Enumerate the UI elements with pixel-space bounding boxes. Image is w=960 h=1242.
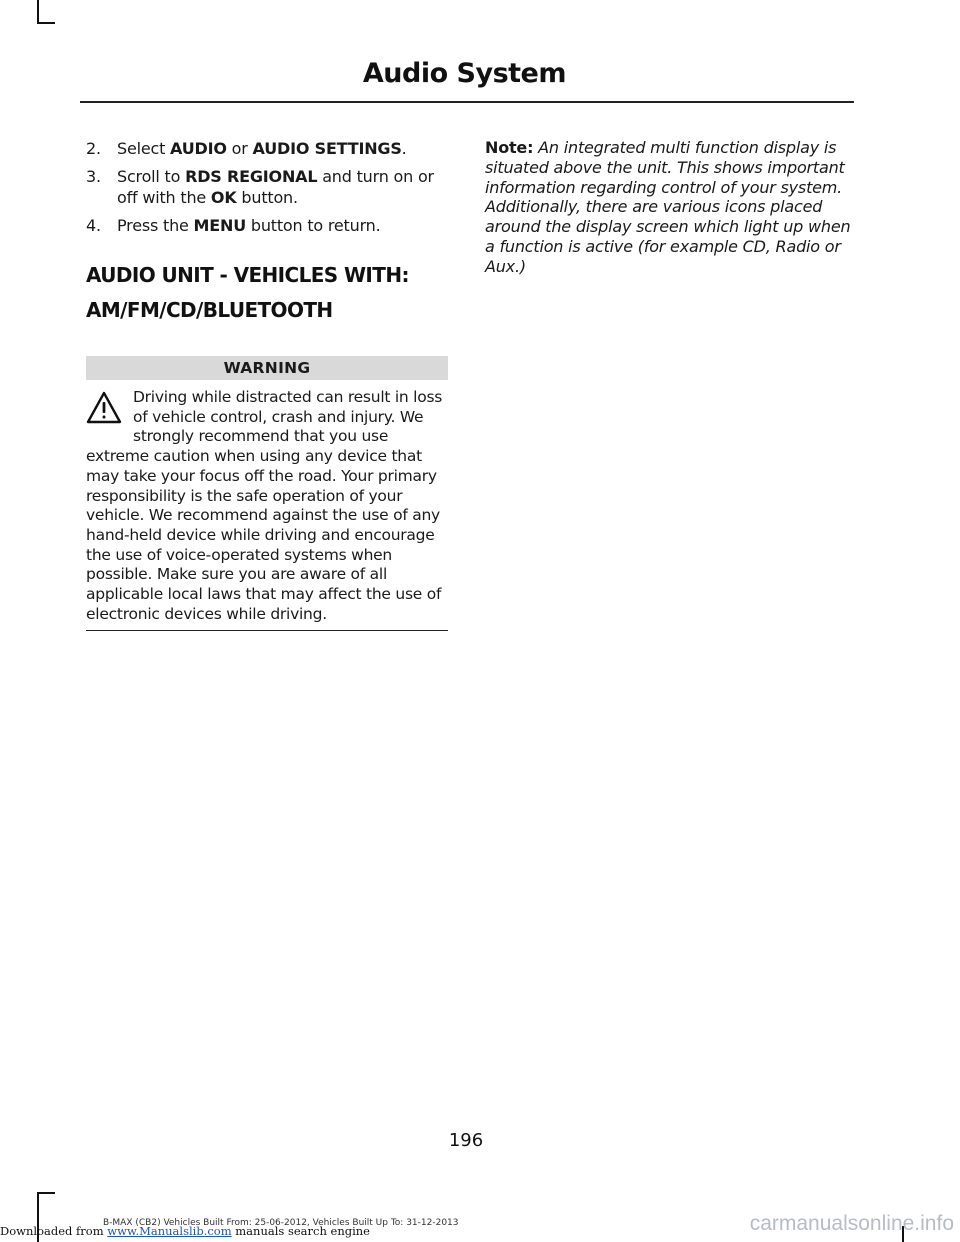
step-text: or — [226, 139, 253, 158]
steps-list — [86, 138, 448, 236]
section-heading — [86, 258, 448, 328]
note-label: Note: — [485, 138, 534, 157]
crop-mark — [37, 0, 39, 24]
download-line — [0, 1224, 370, 1238]
step-keyword: OK — [210, 188, 237, 207]
note-text: An integrated multi function display is situated above the unit. This shows important information regarding control of your system. Additionally, there are various icons placed around the display screen which light up when a function is active (for example CD, Radio or Aux.) — [485, 138, 851, 276]
section-heading-line1: AUDIO UNIT - VEHICLES WITH: — [86, 263, 409, 287]
step-item — [86, 166, 448, 208]
right-column — [485, 138, 855, 277]
vehicle-info: B-MAX (CB2) Vehicles Built From: 25-06-2012, Vehicles Built Up To: 31-12-2013 — [103, 1218, 459, 1228]
left-column — [86, 138, 448, 631]
step-number: 4. — [86, 216, 101, 235]
step-text: . — [401, 139, 407, 158]
header-rule — [80, 101, 854, 103]
warning-box — [86, 388, 448, 624]
step-keyword: RDS REGIONAL — [185, 167, 318, 186]
step-keyword: AUDIO — [170, 139, 227, 158]
step-number: 2. — [86, 139, 101, 158]
crop-mark — [37, 22, 55, 24]
section-heading-line2: AM/FM/CD/BLUETOOTH — [86, 298, 333, 322]
warning-text: Driving while distracted can result in loss of vehicle control, crash and injury. We strongly recommend that you use extreme caution when using any device that may take your focus off the road. Your primary responsibility is the safe operation of your vehicle. We recommend against the use of any hand-held device while driving and encourage the use of voice-operated systems when possible. Make sure you are aware of all applicable local laws that may affect the use of electronic devices while driving. — [86, 388, 443, 623]
step-number: 3. — [86, 167, 101, 186]
warning-triangle-icon — [86, 390, 122, 426]
manualslib-link[interactable]: www.Manualslib.com — [107, 1224, 232, 1238]
step-text: Scroll to — [117, 167, 186, 186]
step-text: Press the — [117, 216, 194, 235]
step-item — [86, 138, 448, 159]
watermark: carmanualsonline.info — [749, 1212, 954, 1235]
step-keyword: AUDIO SETTINGS — [252, 139, 402, 158]
step-item — [86, 215, 448, 236]
section-title: Audio System — [362, 58, 566, 89]
step-text: button. — [236, 188, 298, 207]
crop-mark — [37, 1192, 55, 1194]
note-paragraph — [485, 138, 855, 277]
download-prefix: Downloaded from — [0, 1224, 108, 1238]
step-text: and turn on or off with the — [117, 167, 434, 207]
step-text: Select — [117, 139, 171, 158]
download-suffix: manuals search engine — [231, 1224, 370, 1238]
warning-divider — [86, 630, 448, 631]
step-text: button to return. — [245, 216, 381, 235]
step-keyword: MENU — [193, 216, 246, 235]
warning-label: WARNING — [86, 356, 448, 380]
page-number: 196 — [448, 1130, 484, 1151]
